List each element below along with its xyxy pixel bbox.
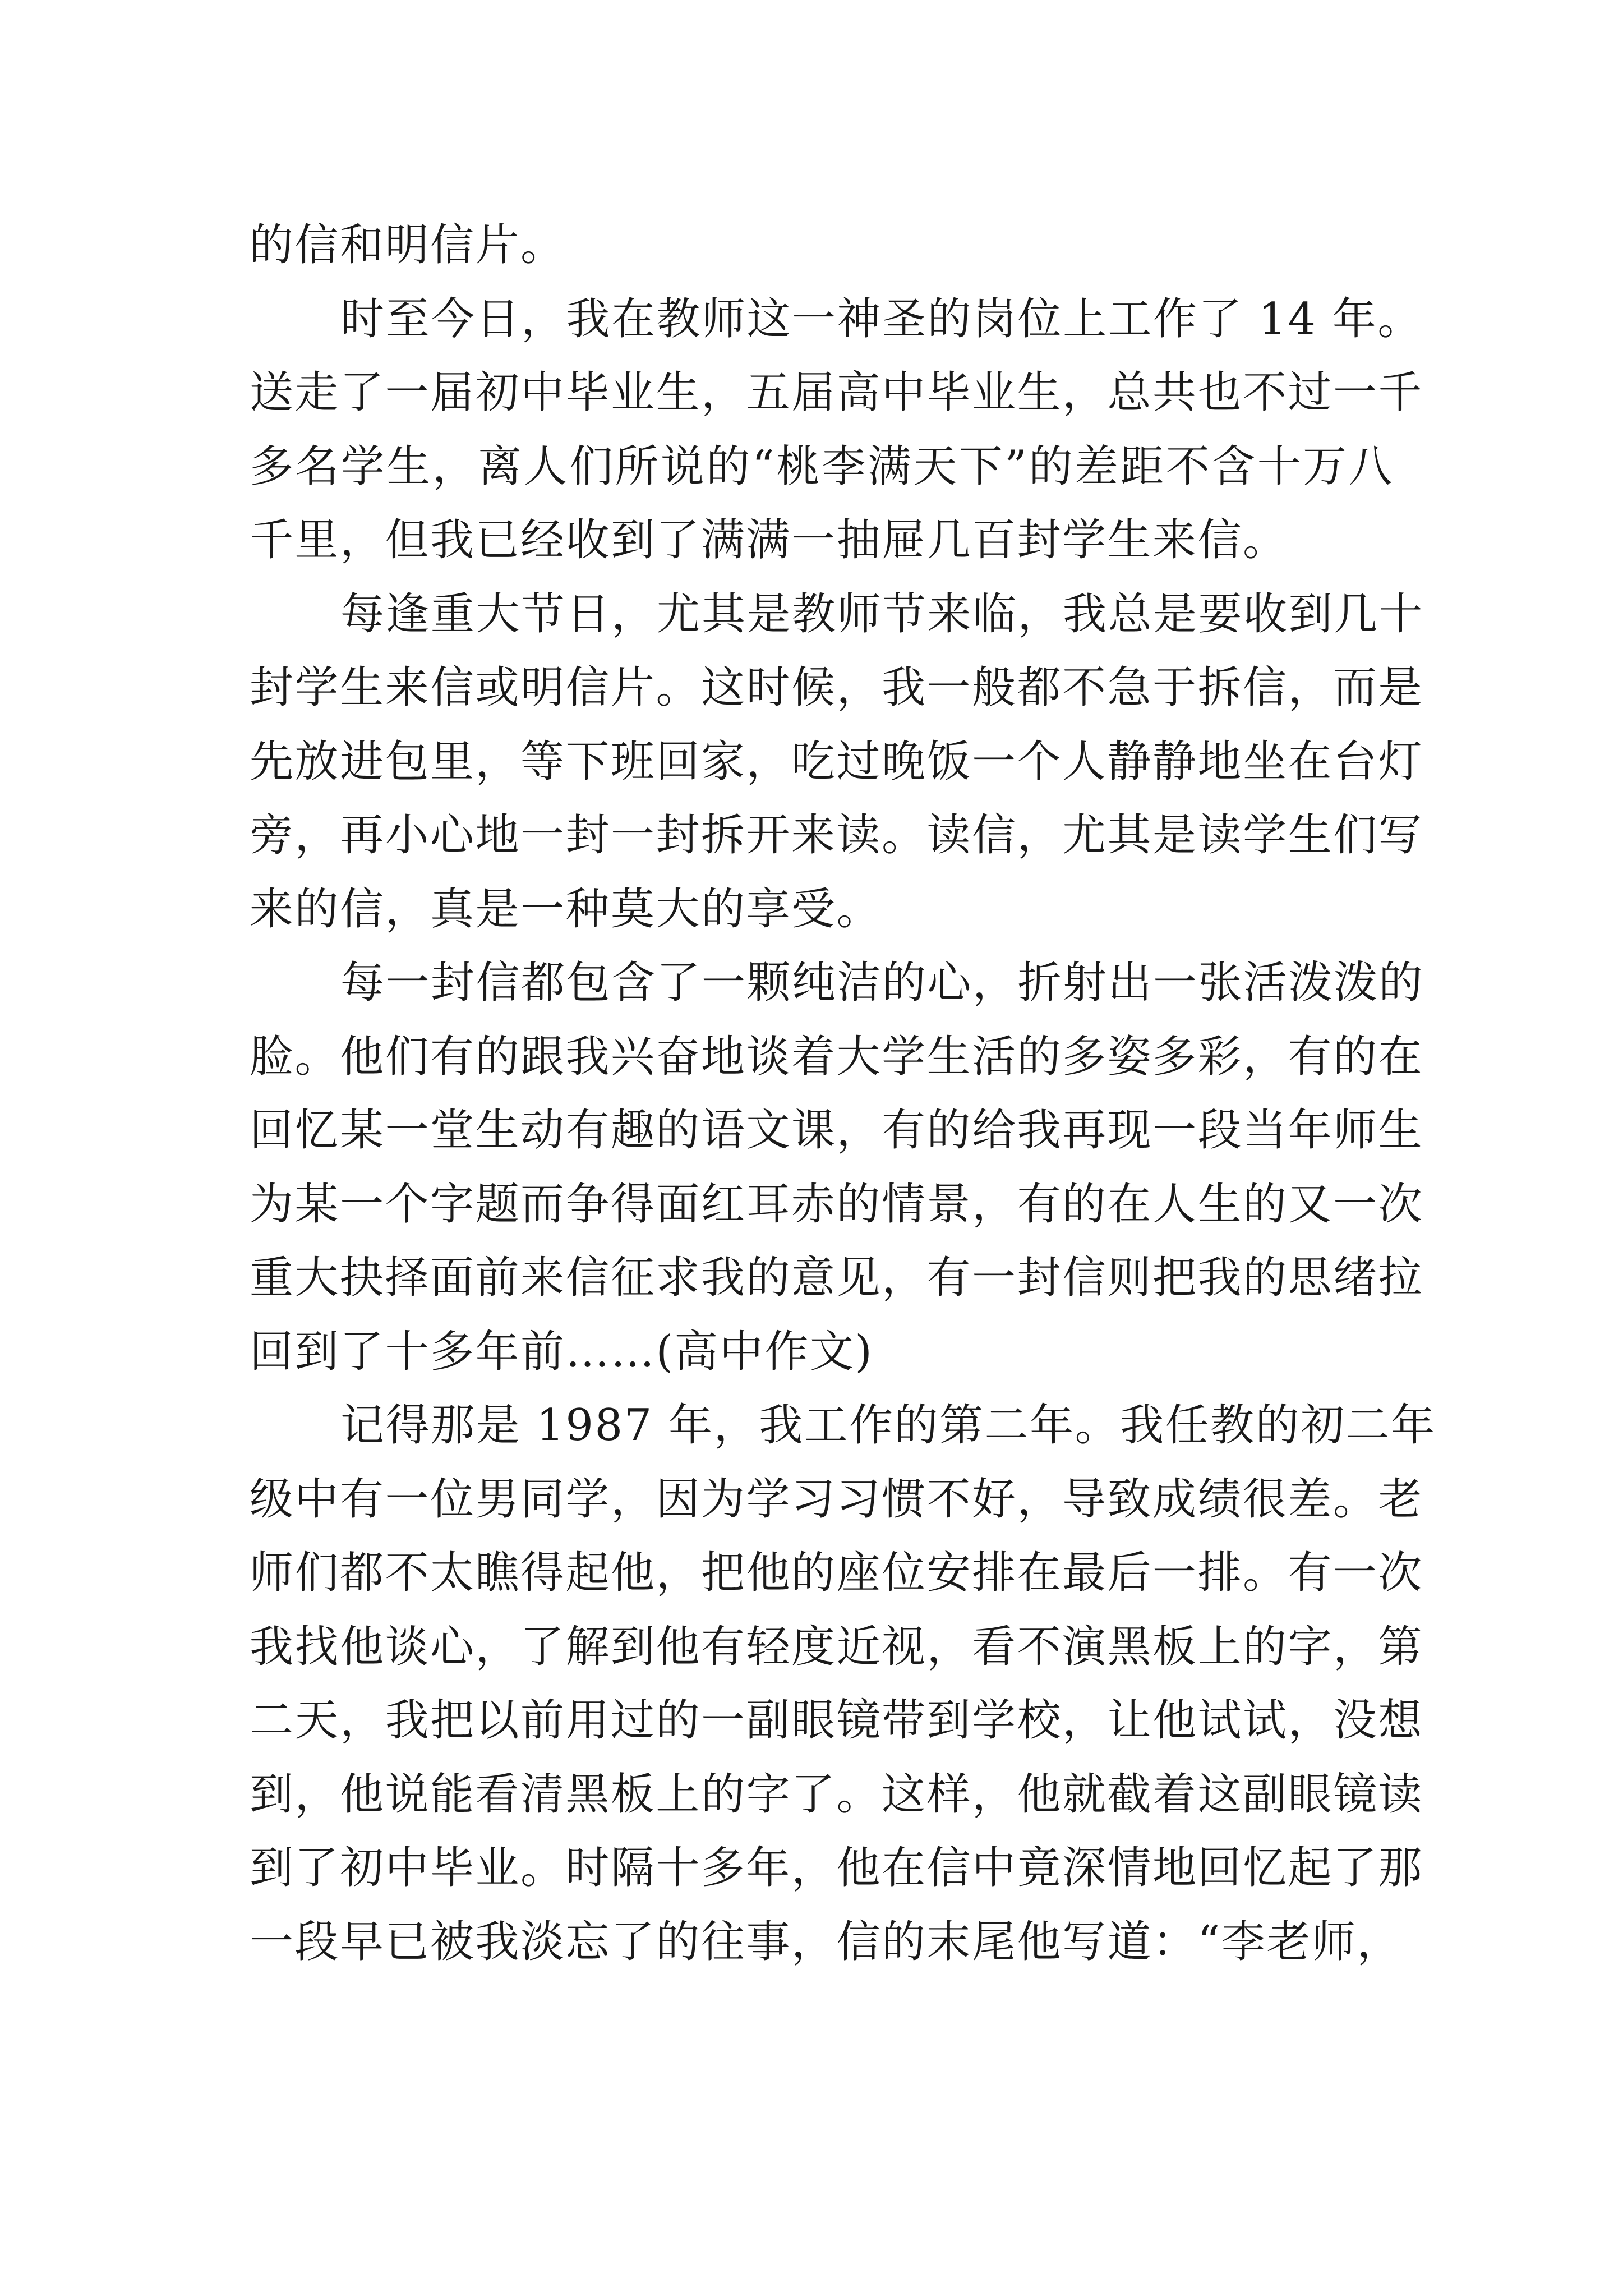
text-line: 到了初中毕业。时隔十多年，他在信中竟深情地回忆起了那 [250, 1843, 1424, 1893]
paragraph-3 [250, 578, 1424, 947]
paragraph-5 [250, 1389, 1436, 1979]
text-line: 级中有一位男同学，因为学习习惯不好，导致成绩很差。老 [250, 1474, 1424, 1525]
text-line: 先放进包里，等下班回家，吃过晚饭一个人静静地坐在台灯 [250, 736, 1424, 787]
text-line: 每逢重大节日，尤其是教师节来临，我总是要收到几十 [340, 588, 1424, 639]
text-line: 多名学生，离人们所说的“桃李满天下”的差距不含十万八 [250, 441, 1394, 492]
text-line: 的信和明信片。 [250, 220, 566, 270]
text-line: 送走了一届初中毕业生，五届高中毕业生，总共也不过一千 [250, 367, 1424, 418]
text-line: 每一封信都包含了一颗纯洁的心，折射出一张活泼泼的 [340, 958, 1424, 1008]
paragraph-1 [250, 209, 1394, 283]
text-line: 千里，但我已经收到了满满一抽屉几百封学生来信。 [250, 515, 1288, 565]
text-line: 到，他说能看清黑板上的字了。这样，他就截着这副眼镜读 [250, 1769, 1424, 1820]
text-line: 重大抉择面前来信征求我的意见，有一封信则把我的思绪拉 [250, 1253, 1424, 1303]
paragraph-2 [250, 283, 1424, 578]
text-line: 二天，我把以前用过的一副眼镜带到学校，让他试试，没想 [250, 1695, 1424, 1746]
text-line: 旁，再小心地一封一封拆开来读。读信，尤其是读学生们写 [250, 810, 1424, 861]
text-line: 回忆某一堂生动有趣的语文课，有的给我再现一段当年师生 [250, 1105, 1424, 1156]
text-line: 一段早已被我淡忘了的往事，信的末尾他写道：“李老师， [250, 1916, 1402, 1967]
text-line: 为某一个字题而争得面红耳赤的情景，有的在人生的又一次 [250, 1179, 1424, 1230]
text-line: 脸。他们有的跟我兴奋地谈着大学生活的多姿多彩，有的在 [250, 1031, 1424, 1082]
text-line: 封学生来信或明信片。这时候，我一般都不急于拆信，而是 [250, 662, 1424, 713]
paragraph-4 [250, 946, 1424, 1389]
text-line: 回到了十多年前……(高中作文) [250, 1326, 874, 1377]
text-line: 时至今日，我在教师这一神圣的岗位上工作了 14 年。 [340, 293, 1423, 344]
text-line: 来的信，真是一种莫大的享受。 [250, 884, 882, 935]
text-line: 我找他谈心，了解到他有轻度近视，看不演黑板上的字，第 [250, 1621, 1424, 1672]
text-line: 记得那是 1987 年，我工作的第二年。我任教的初二年 [340, 1400, 1436, 1451]
text-line: 师们都不太瞧得起他，把他的座位安排在最后一排。有一次 [250, 1548, 1424, 1598]
document-text [250, 209, 1436, 1979]
